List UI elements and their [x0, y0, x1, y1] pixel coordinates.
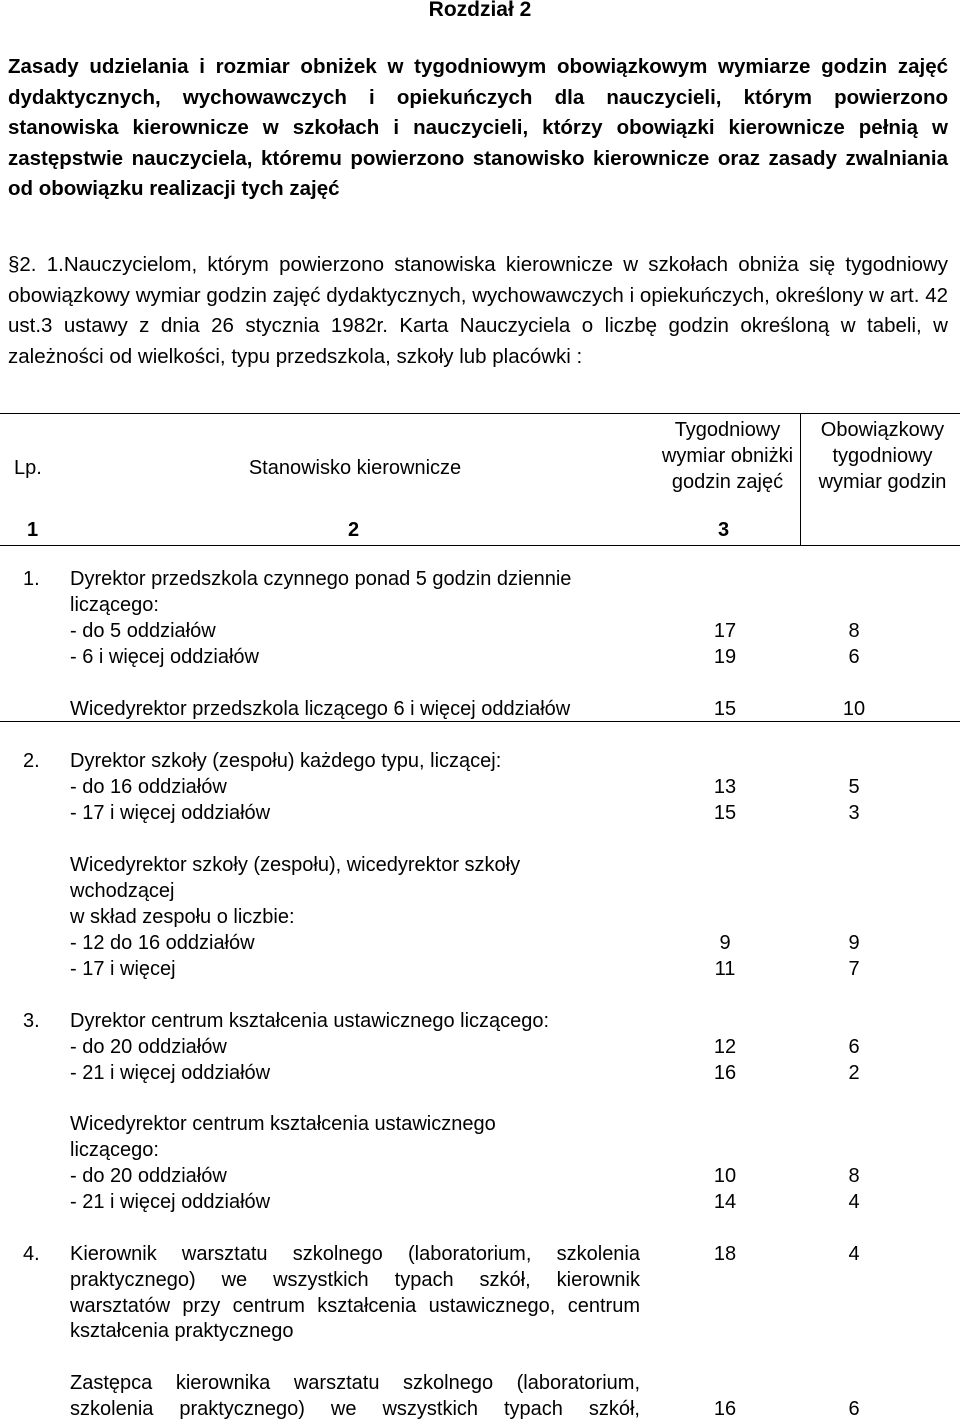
reduction-value: 15	[713, 802, 737, 824]
obligatory-value: 8	[848, 620, 860, 642]
col-number-1: 1	[27, 519, 39, 541]
header-reduction: Tygodniowy wymiar obniżki godzin zajęć	[661, 419, 794, 493]
reduction-value: 16	[713, 1398, 737, 1420]
reduction-value: 18	[713, 1243, 737, 1265]
row-text: Dyrektor szkoły (zespołu) każdego typu, liczącej:	[70, 750, 502, 772]
row-item: - do 20 oddziałów	[70, 1165, 227, 1187]
row-item: - 21 i więcej oddziałów	[70, 1191, 271, 1213]
obligatory-value: 6	[848, 1398, 860, 1420]
obligatory-value: 2	[848, 1062, 860, 1084]
header-col-divider	[800, 413, 801, 545]
row-text: Wicedyrektor centrum kształcenia ustawicznego	[70, 1113, 496, 1135]
row-text: Dyrektor przedszkola czynnego ponad 5 godzin dziennie	[70, 568, 572, 590]
obligatory-value: 8	[848, 1165, 860, 1187]
row-text: Wicedyrektor przedszkola liczącego 6 i więcej oddziałów	[70, 698, 571, 720]
row-item: - 12 do 16 oddziałów	[70, 932, 255, 954]
reduction-value: 16	[713, 1062, 737, 1084]
header-lp: Lp.	[14, 457, 42, 479]
reduction-value: 11	[714, 958, 736, 980]
header-bottom-border	[0, 545, 960, 546]
row-lp: 1.	[23, 568, 40, 590]
row-item: - do 20 oddziałów	[70, 1036, 227, 1058]
header-obligatory: Obowiązkowy tygodniowy wymiar godzin	[818, 419, 947, 493]
row-item: - 17 i więcej	[70, 958, 176, 980]
row-text: liczącego:	[70, 1139, 159, 1161]
paragraph-2-1: §2. 1.Nauczycielom, którym powierzono stanowiska kierownicze w szkołach obniża się tygodniowy obowiązkowy wymiar godzin zajęć dydaktycznych, wychowawczych i opiekuńczych, określony w art. 42 ust.3 ustawy z dnia 26 stycznia 1982r. Karta Nauczyciela o liczbę godzin określoną w tabeli, w zależności od wielkości, typu przedszkola, szkoły lub placówki :	[8, 253, 948, 368]
row-text: liczącego:	[70, 594, 159, 616]
row-lp: 4.	[23, 1243, 40, 1265]
header-position: Stanowisko kierownicze	[248, 457, 462, 479]
row-text: Wicedyrektor szkoły (zespołu), wicedyrektor szkoły	[70, 854, 521, 876]
col-number-2: 2	[348, 519, 360, 541]
reduction-value: 10	[713, 1165, 737, 1187]
obligatory-value: 6	[848, 646, 860, 668]
row-item: - do 16 oddziałów	[70, 776, 227, 798]
reduction-value: 14	[713, 1191, 737, 1213]
row-text: Kierownik warsztatu szkolnego (laboratorium, szkolenia praktycznego) we wszystkich typach szkół, kierownik warsztatów przy centrum kształcenia ustawicznego, centrum kształcenia praktycznego	[70, 1243, 640, 1343]
obligatory-value: 5	[848, 776, 860, 798]
reduction-value: 19	[713, 646, 737, 668]
row-lp: 3.	[23, 1010, 40, 1032]
chapter-title: Rozdział 2	[428, 0, 532, 21]
reduction-value: 9	[719, 932, 731, 954]
row-text: w skład zespołu o liczbie:	[70, 906, 295, 928]
obligatory-value: 10	[842, 698, 866, 720]
table-top-border	[0, 413, 960, 414]
obligatory-value: 4	[848, 1191, 860, 1213]
reduction-value: 15	[713, 698, 737, 720]
obligatory-value: 3	[848, 802, 860, 824]
row-item: - 21 i więcej oddziałów	[70, 1062, 271, 1084]
col-number-3: 3	[718, 519, 730, 541]
obligatory-value: 9	[848, 932, 860, 954]
row-text: Dyrektor centrum kształcenia ustawicznego liczącego:	[70, 1010, 550, 1032]
row-item: - 17 i więcej oddziałów	[70, 802, 271, 824]
obligatory-value: 6	[848, 1036, 860, 1058]
row-text: wchodzącej	[70, 880, 175, 902]
obligatory-value: 7	[848, 958, 860, 980]
row-text: Zastępca kierownika warsztatu szkolnego (laboratorium, szkolenia praktycznego) we wszystkich typach szkół,	[70, 1372, 640, 1420]
reduction-value: 13	[713, 776, 737, 798]
section-heading: Zasady udzielania i rozmiar obniżek w tygodniowym obowiązkowym wymiarze godzin zajęć dydaktycznych, wychowawczych i opiekuńczych dla nauczycieli, którym powierzono stanowiska kierownicze w szkołach i nauczycieli, którzy obowiązki kierownicze pełnią w zastępstwie nauczyciela, któremu powierzono stanowisko kierownicze oraz zasady zwalniania od obowiązku realizacji tych zajęć	[8, 55, 948, 201]
row-lp: 2.	[23, 750, 40, 772]
row-item: - 6 i więcej oddziałów	[70, 646, 259, 668]
reduction-value: 17	[713, 620, 737, 642]
row-item: - do 5 oddziałów	[70, 620, 216, 642]
reduction-value: 12	[713, 1036, 737, 1058]
obligatory-value: 4	[848, 1243, 860, 1265]
